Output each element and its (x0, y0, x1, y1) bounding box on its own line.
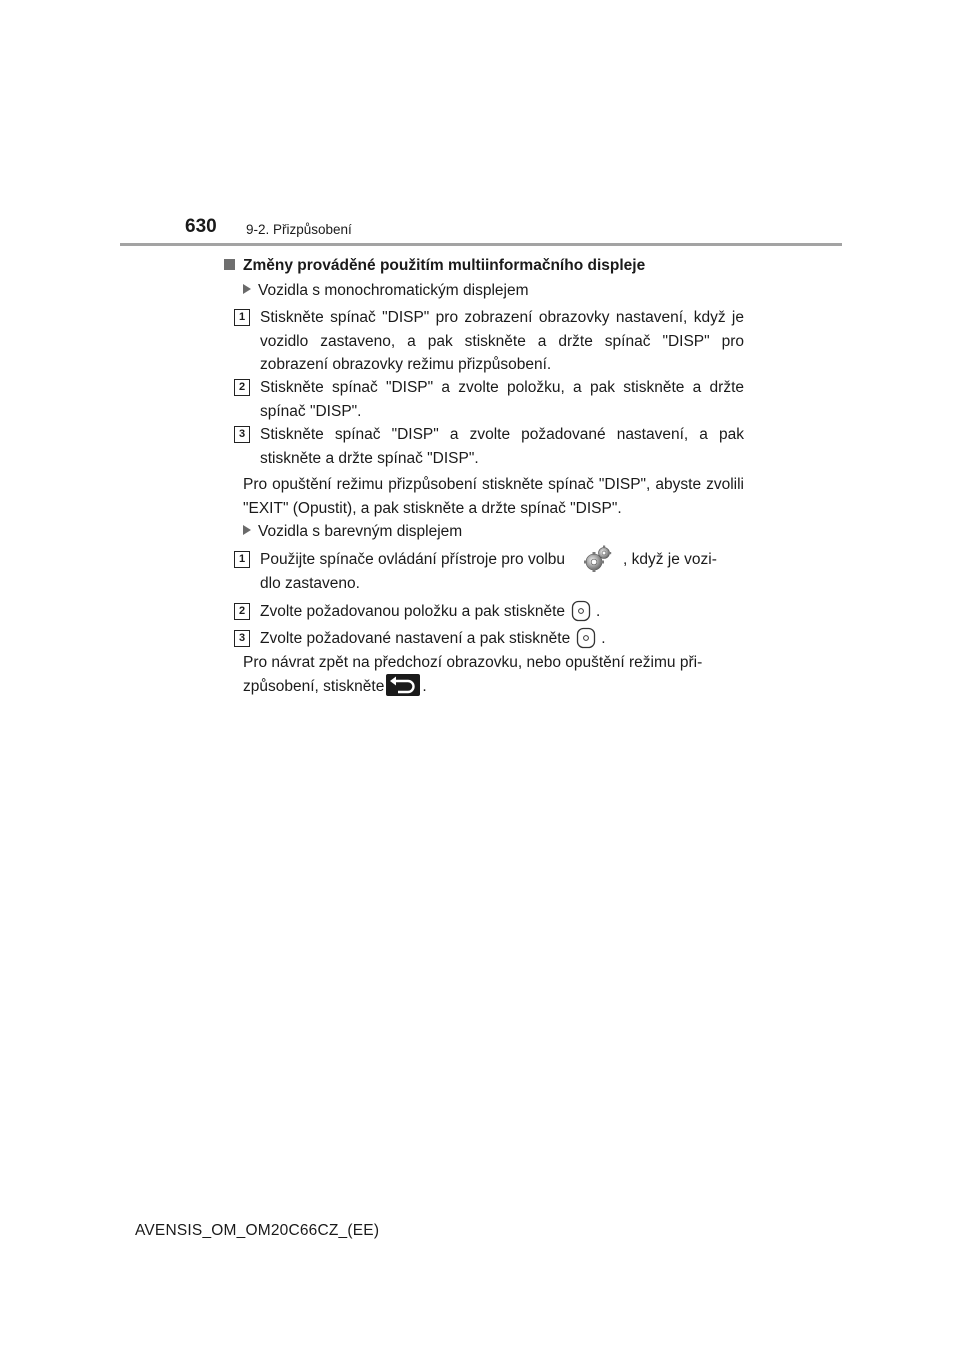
note-text-part: způsobení, stiskněte (243, 677, 385, 695)
step-number: 1 (234, 551, 250, 568)
back-note (243, 651, 744, 698)
step-text (260, 548, 744, 595)
document-code: AVENSIS_OM_OM20C66CZ_(EE) (135, 1222, 380, 1239)
subheading-mono-text: Vozidla s monochromatickým displejem (258, 282, 529, 299)
step-text: Stiskněte spínač "DISP" a zvolte položku, a pak stiskněte a držte spínač "DISP". (260, 379, 744, 420)
header-divider (120, 243, 842, 246)
triangle-bullet-icon (243, 284, 251, 294)
ok-button-icon (571, 600, 591, 622)
exit-note: Pro opuštění režimu přizpůsobení stiskněte spínač "DISP", abyste zvolili "EXIT" (Opustit), a pak stiskněte a držte spínač "DISP". (243, 476, 744, 517)
step-number: 3 (234, 426, 250, 443)
step-number: 2 (234, 379, 250, 396)
step-text-part: . (596, 603, 601, 620)
step-text (260, 600, 744, 624)
step-text: Stiskněte spínač "DISP" a zvolte požadované nastavení, a pak stiskněte a držte spínač "DISP". (260, 426, 744, 467)
square-bullet-icon (224, 259, 235, 270)
back-arrow-icon (386, 674, 420, 696)
ok-button-icon (576, 627, 596, 649)
gear-icon (583, 544, 613, 574)
section-label: 9-2. Přizpůsobení (246, 222, 352, 237)
step-text-part: Zvolte požadované nastavení a pak stiskněte (260, 630, 571, 647)
step-number: 2 (234, 603, 250, 620)
step-text-part: , když je vozi- (623, 551, 717, 568)
page-number: 630 (185, 216, 217, 237)
section-heading-text: Změny prováděné použitím multiinformačního displeje (243, 257, 646, 274)
step-text-part: Zvolte požadovanou položku a pak stiskněte (260, 603, 566, 620)
subheading-color-text: Vozidla s barevným displejem (258, 523, 463, 540)
note-text-part: Pro návrat zpět na předchozí obrazovku, nebo opuštění režimu při- (243, 654, 703, 671)
subheading-mono (243, 282, 529, 300)
section-heading (224, 257, 645, 275)
step-text: Stiskněte spínač "DISP" pro zobrazení obrazovky nastavení, když je vozidlo zastaveno, a pak stiskněte a držte spínač "DISP" pro zobrazení obrazovky režimu přizpůsobení. (260, 309, 744, 373)
step-text (260, 627, 744, 651)
step-text-part: Použijte spínače ovládání přístroje pro volbu (260, 551, 566, 568)
step-number: 3 (234, 630, 250, 647)
step-number: 1 (234, 309, 250, 326)
triangle-bullet-icon (243, 525, 251, 535)
subheading-color (243, 523, 462, 541)
step-text-part: . (601, 630, 606, 647)
note-text-part: . (422, 677, 427, 695)
step-text-part: dlo zastaveno. (260, 574, 360, 592)
